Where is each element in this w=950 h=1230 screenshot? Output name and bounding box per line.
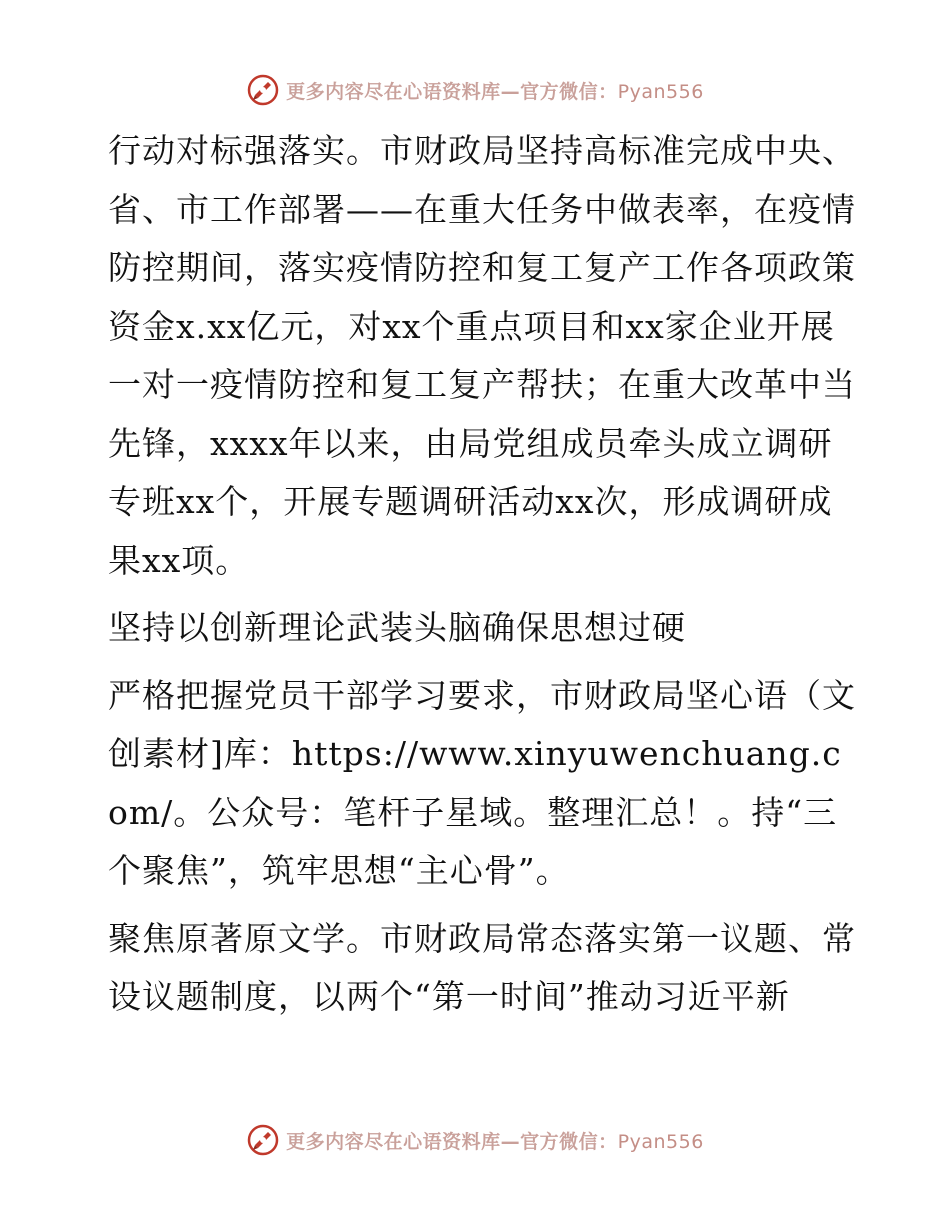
footer-banner-text: 更多内容尽在心语资料库—官方微信：Pyan556 (286, 1130, 704, 1153)
paragraph-action-standards: 行动对标强落实。市财政局坚持高标准完成中央、省、市工作部署——在重大任务中做表率，在疫情防控期间，落实疫情防控和复工复产工作各项政策资金x.xx亿元，对xx个重点项目和xx家企业开展一对一疫情防控和复工复产帮扶；在重大改革中当先锋，xxxx年以来，由局党组成员牵头成立调研专班xx个，开展专题调研活动xx次，形成调研成果xx项。 (108, 131, 856, 580)
brand-logo-icon (246, 73, 280, 107)
footer-wechat-id: Pyan556 (617, 1130, 704, 1153)
header-banner (0, 70, 950, 110)
section-heading-theory: 坚持以创新理论武装头脑确保思想过硬 (108, 608, 686, 647)
header-banner-text: 更多内容尽在心语资料库—官方微信：Pyan556 (286, 80, 704, 103)
document-body (98, 122, 858, 1027)
paragraph-original-works: 聚焦原著原文学。市财政局常态落实第一议题、常设议题制度，以两个“第一时间”推动习近平新 (108, 918, 856, 1016)
paragraph-study-requirements: 严格把握党员干部学习要求，市财政局坚心语（文创素材]库：https://www.xinyuwenchuang.com/。公众号：笔杆子星域。整理汇总！。持“三个聚焦”，筑牢思想“主心骨”。 (108, 675, 856, 890)
brand-logo-icon (246, 1123, 280, 1157)
footer-banner (0, 1120, 950, 1160)
header-wechat-id: Pyan556 (617, 80, 704, 103)
